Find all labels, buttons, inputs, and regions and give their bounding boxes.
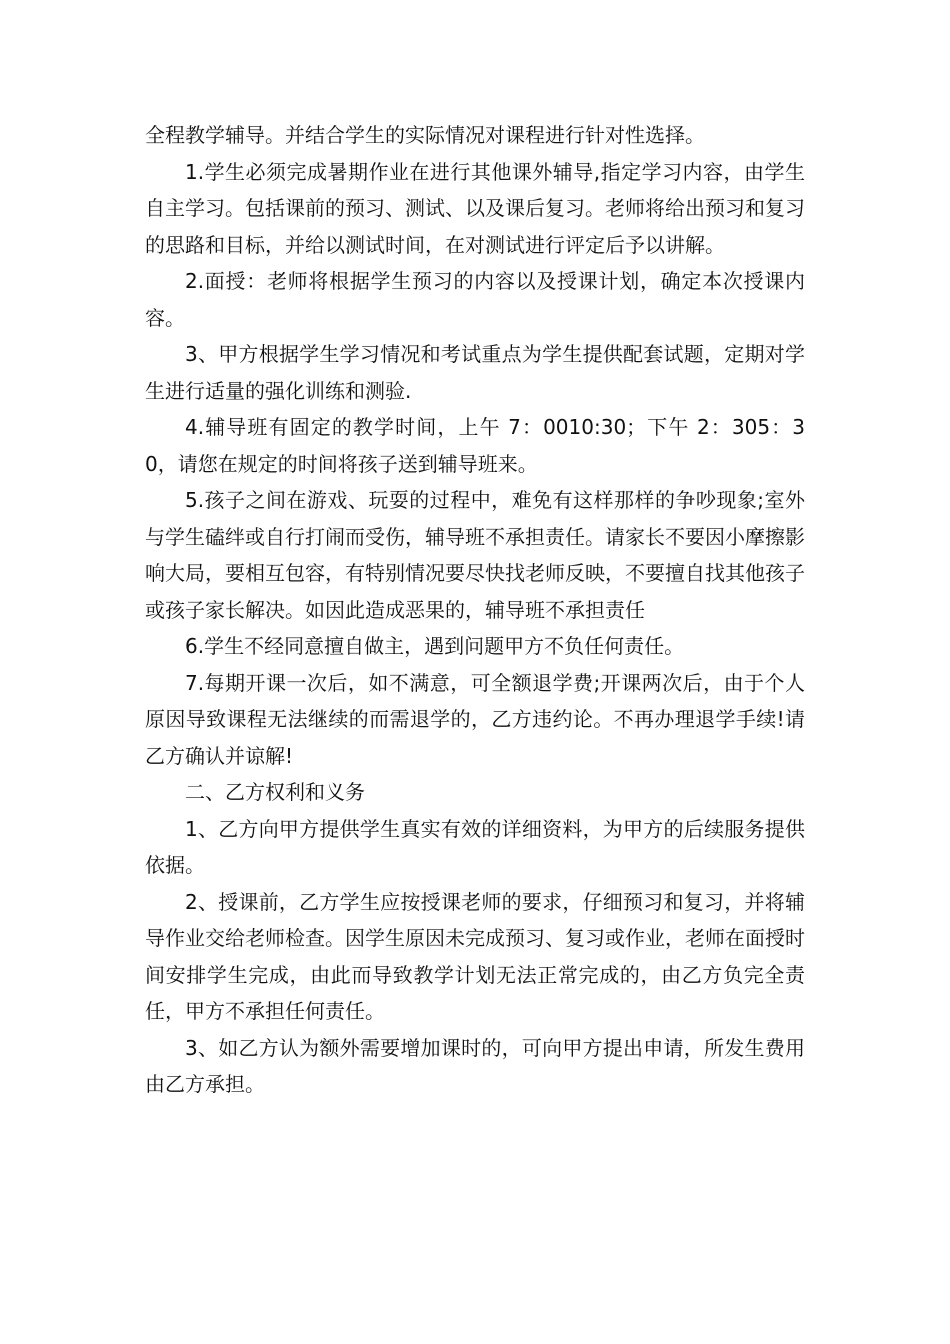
paragraph-item-1: 1.学生必须完成暑期作业在进行其他课外辅导,指定学习内容，由学生自主学习。包括课前的预习、测试、以及课后复习。老师将给出预习和复习的思路和目标，并给以测试时间，在对测试进行评定后予以讲解。 [145,159,805,257]
paragraph-item-5: 5.孩子之间在游戏、玩耍的过程中，难免有这样那样的争吵现象;室外与学生磕绊或自行打闹而受伤，辅导班不承担责任。请家长不要因小摩擦影响大局，要相互包容，有特别情况要尽快找老师反映，不要擅自找其他孩子或孩子家长解决。如因此造成恶果的，辅导班不承担责任 [145,488,805,622]
paragraph-item-3: 3、甲方根据学生学习情况和考试重点为学生提供配套试题，定期对学生进行适量的强化训练和测验. [145,342,805,403]
paragraph-item-7: 7.每期开课一次后，如不满意，可全额退学费;开课两次后，由于个人原因导致课程无法继续的而需退学的，乙方违约论。不再办理退学手续!请乙方确认并谅解! [145,670,805,768]
paragraph-b-item-3: 3、如乙方认为额外需要增加课时的，可向甲方提出申请，所发生费用由乙方承担。 [145,1035,805,1096]
paragraph-item-6: 6.学生不经同意擅自做主，遇到问题甲方不负任何责任。 [185,634,685,658]
paragraph-item-4: 4.辅导班有固定的教学时间，上午 7：0010:30；下午 2：305：30，请您在规定的时间将孩子送到辅导班来。 [145,415,805,476]
document-body [145,117,805,1103]
paragraph-b-item-1: 1、乙方向甲方提供学生真实有效的详细资料，为甲方的后续服务提供依据。 [145,816,805,877]
section-heading: 二、乙方权利和义务 [185,780,365,804]
paragraph-b-item-2: 2、授课前，乙方学生应按授课老师的要求，仔细预习和复习，并将辅导作业交给老师检查。因学生原因未完成预习、复习或作业，老师在面授时间安排学生完成，由此而导致教学计划无法正常完成的，由乙方负完全责任，甲方不承担任何责任。 [145,889,805,1023]
paragraph-continuation: 全程教学辅导。并结合学生的实际情况对课程进行针对性选择。 [145,123,705,147]
paragraph-item-2: 2.面授：老师将根据学生预习的内容以及授课计划，确定本次授课内容。 [145,269,805,330]
